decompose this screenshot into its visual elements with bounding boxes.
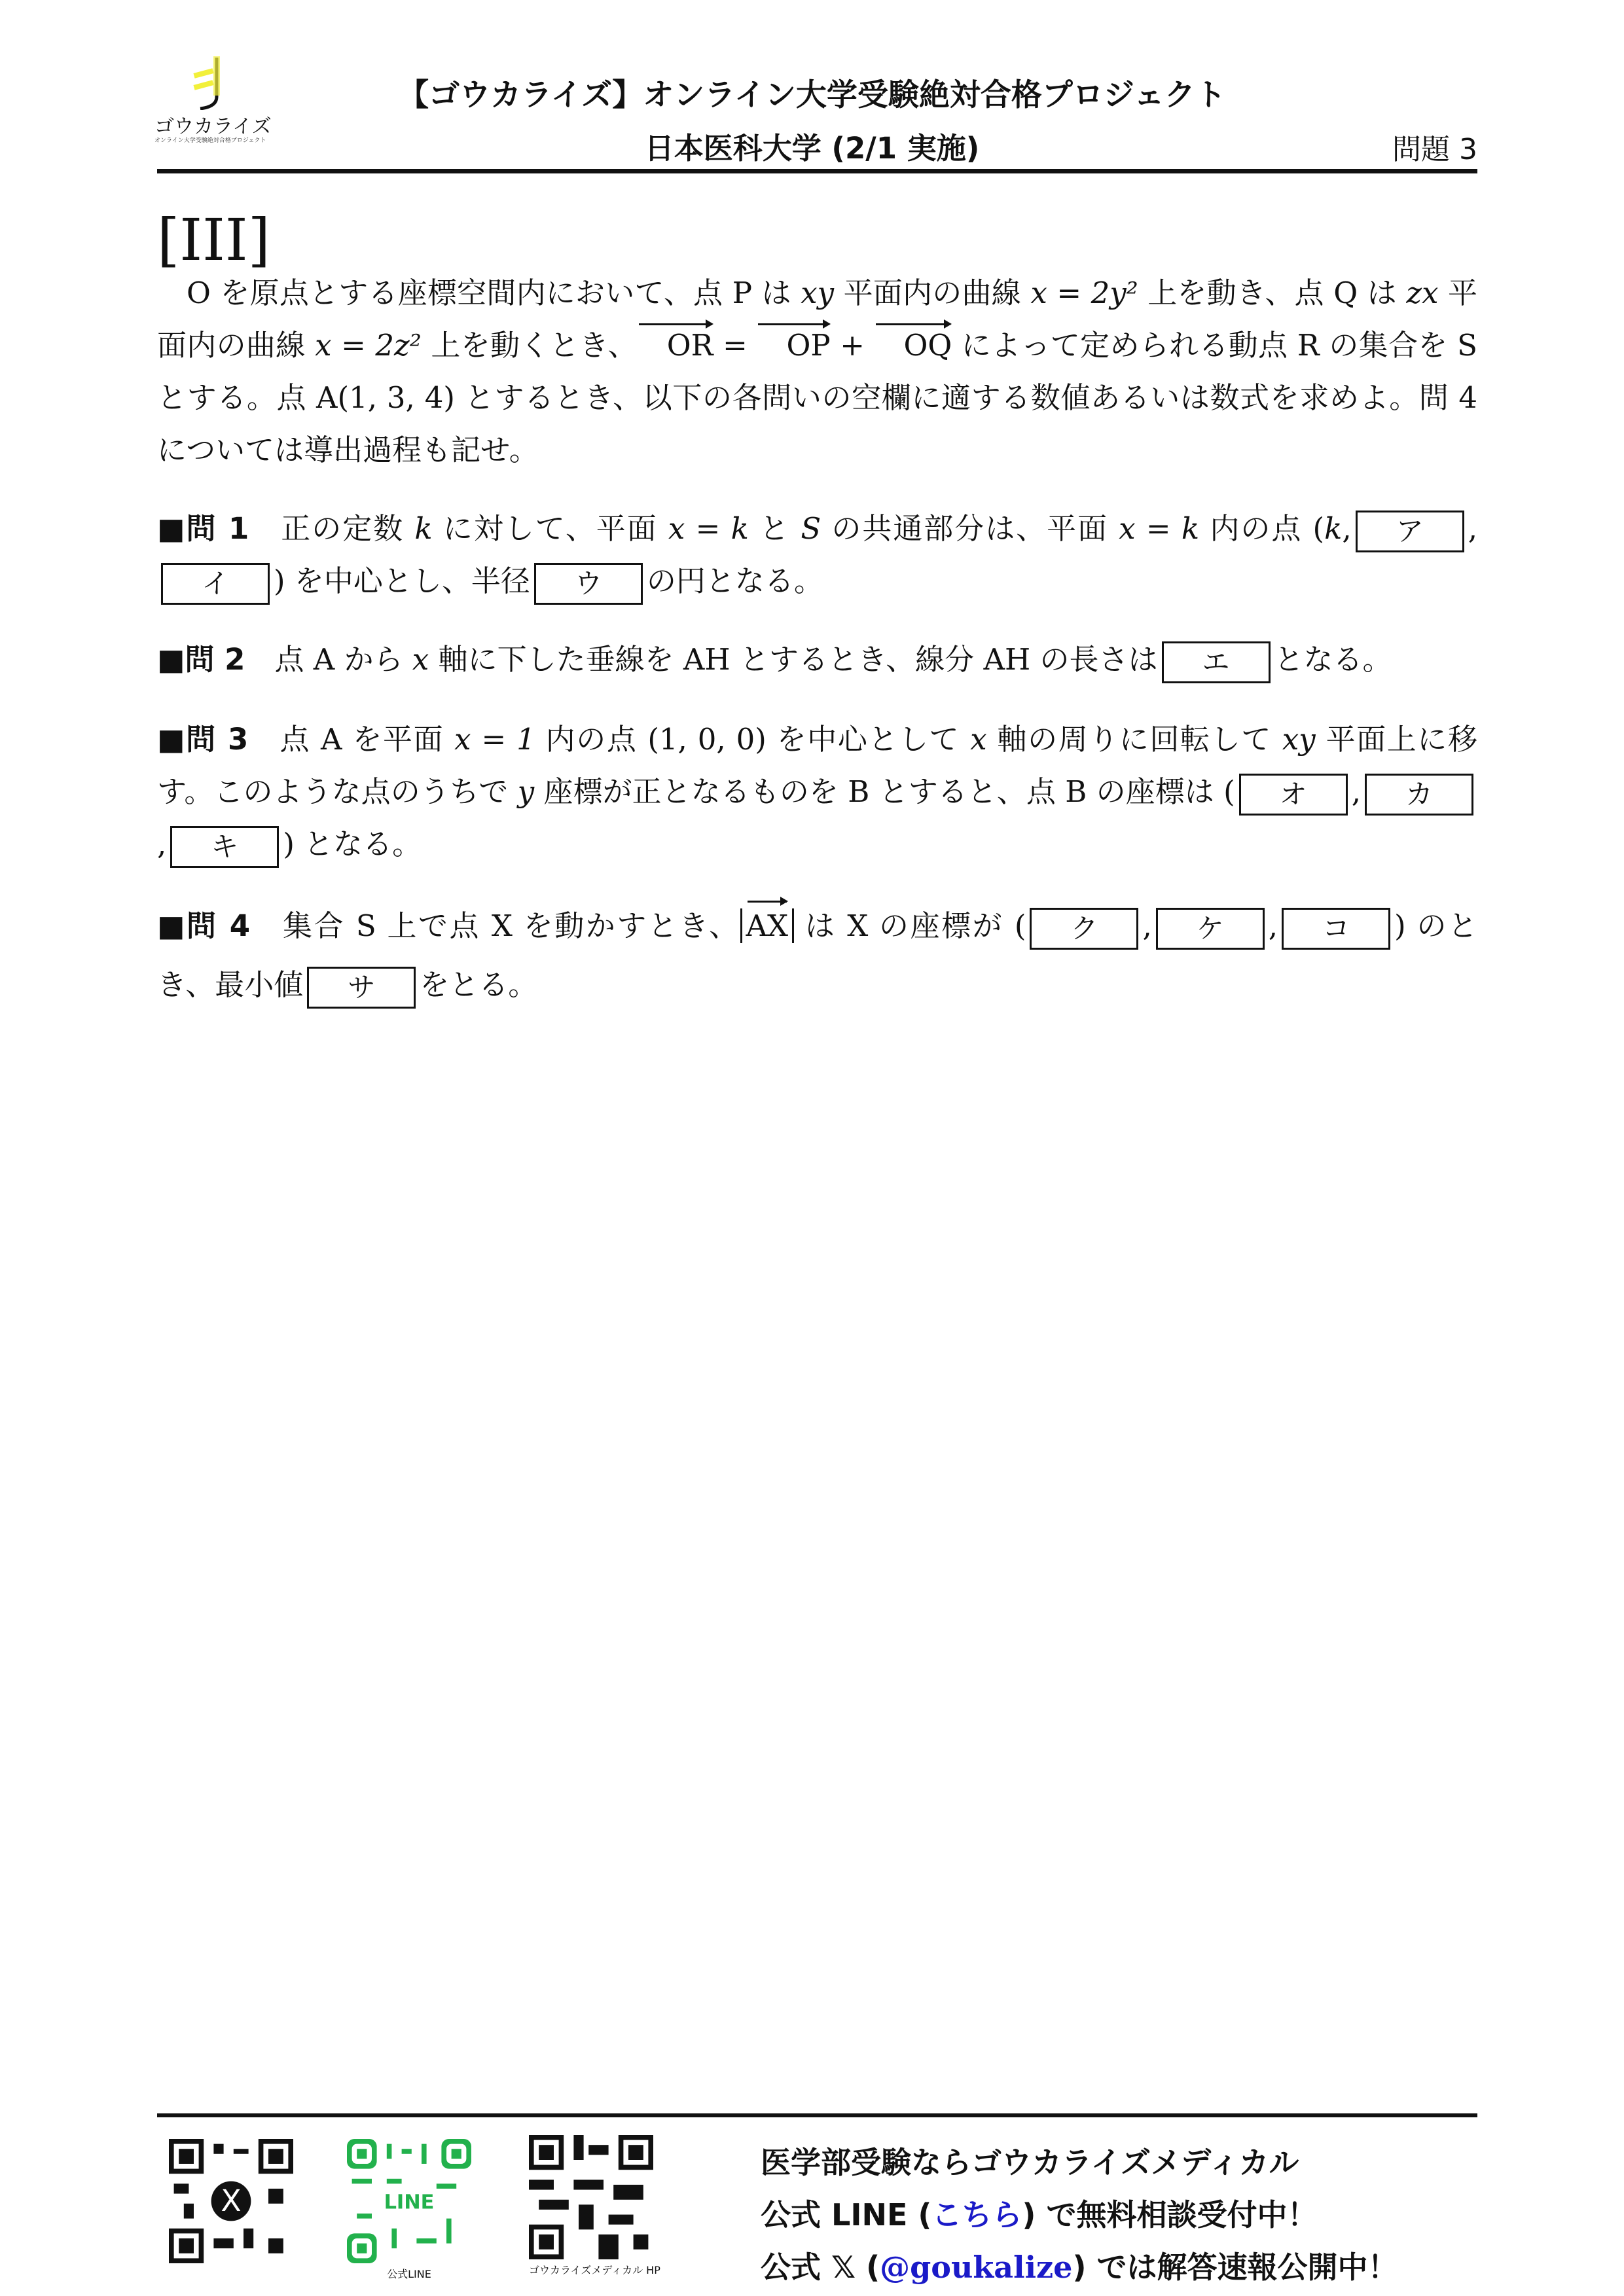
math: x = 2z² <box>315 328 422 363</box>
text: 軸に下した垂線を AH とするとき、線分 AH の長さは <box>429 642 1158 677</box>
svg-text:X: X <box>221 2183 242 2219</box>
header-title: 【ゴウカライズ】オンライン大学受験絶対合格プロジェクト <box>398 77 1226 113</box>
text: に対して、平面 <box>432 511 668 546</box>
text: , <box>1268 908 1278 943</box>
logo-name: ゴウカライズ <box>154 115 272 138</box>
qr-hp[interactable] <box>529 2135 660 2277</box>
footer-line-3 <box>761 2244 1398 2287</box>
answer-box-ku: ク <box>1030 908 1138 950</box>
math: xy <box>801 276 835 310</box>
section-heading: [III] <box>157 206 270 274</box>
text: 座標が正となるものを B とすると、点 B の座標は ( <box>534 774 1235 809</box>
math: x = 2y² <box>1030 276 1138 310</box>
answer-box-ke: ケ <box>1156 908 1265 950</box>
math: zx <box>1406 276 1439 310</box>
answer-box-a: ア <box>1356 511 1464 552</box>
text: ) のとき、最小値 <box>157 908 1477 1002</box>
question-label: ■問 1 <box>157 511 249 546</box>
question-3 <box>157 713 1477 870</box>
text: O を原点とする座標空間内において、点 P は <box>187 276 801 310</box>
text: 平面上に移す。このような点のうちで <box>157 722 1477 809</box>
qr-code-x-icon <box>169 2139 293 2263</box>
question-label: ■問 2 <box>157 642 245 677</box>
text: ) では解答速報公開中！ <box>1072 2250 1398 2285</box>
math: x <box>412 642 429 677</box>
text: 公式 LINE ( <box>761 2197 932 2233</box>
math: y <box>517 774 535 809</box>
text: , <box>1142 908 1152 943</box>
answer-box-i: イ <box>161 563 270 605</box>
text: ) を中心とし、半径 <box>274 564 530 598</box>
footer-line-1: 医学部受験ならゴウカライズメディカル <box>761 2145 1299 2180</box>
vector-OR: OR <box>638 319 713 372</box>
text: ) で無料相談受付中！ <box>1022 2197 1318 2233</box>
problem-number: 問題 3 <box>1392 133 1477 166</box>
question-label: ■問 3 <box>157 722 249 757</box>
math: x = k <box>1119 511 1200 546</box>
qr-caption-line: 公式LINE <box>387 2268 431 2280</box>
answer-box-ki: キ <box>170 826 279 868</box>
question-2 <box>157 634 1477 686</box>
math: k <box>1324 511 1343 546</box>
qr-caption-hp: ゴウカライズメディカル HP <box>529 2264 660 2276</box>
text: をとる。 <box>420 967 538 1002</box>
text: 上を動くとき、 <box>421 328 638 363</box>
text: となる。 <box>1274 642 1392 677</box>
math: k <box>414 511 433 546</box>
svg-text:LINE: LINE <box>384 2191 435 2214</box>
text: 正の定数 <box>249 511 415 546</box>
text: によって定められる動点 R の集合を S とする。点 A(1, 3, 4) とするとき、以下の各問いの空欄に適する数値あるいは数式を求めよ。問 4 については導出過程も記せ。 <box>157 328 1477 467</box>
math: = <box>713 328 757 363</box>
x-account-link[interactable]: @goukalize <box>880 2250 1073 2285</box>
qr-code-line-icon <box>347 2139 471 2263</box>
vector-OP: OP <box>757 319 830 372</box>
logo-tagline: オンライン大学受験絶対合格プロジェクト <box>154 137 266 144</box>
answer-box-u: ウ <box>534 563 643 605</box>
math: xy <box>1282 722 1316 757</box>
qr-line[interactable] <box>347 2139 471 2281</box>
vector-OQ: OQ <box>875 319 952 372</box>
question-4 <box>157 897 1477 1014</box>
text: の共通部分は、平面 <box>821 511 1119 546</box>
text: 点 A から <box>245 642 412 677</box>
math: S <box>801 511 821 546</box>
answer-box-ka: カ <box>1365 774 1473 816</box>
question-1 <box>157 503 1477 607</box>
answer-box-ko: コ <box>1282 908 1390 950</box>
text: 軸の周りに回転して <box>986 722 1282 757</box>
math: x = k <box>668 511 749 546</box>
text: , <box>157 827 167 861</box>
math: x <box>970 722 987 757</box>
text: , <box>1342 511 1352 546</box>
text: , <box>1351 774 1361 809</box>
footer-rule <box>157 2113 1477 2117</box>
text: 集合 S 上で点 X を動かすとき、 <box>250 908 740 943</box>
answer-box-sa: サ <box>307 967 416 1009</box>
text: ) となる。 <box>283 827 422 861</box>
footer-line-2 <box>761 2191 1317 2234</box>
text: 内の点 ( <box>1199 511 1325 546</box>
text: 平面内の曲線 <box>157 276 1478 363</box>
header-subtitle: 日本医科大学 (2/1 実施) <box>644 131 980 166</box>
math: + <box>830 328 875 363</box>
answer-box-o: オ <box>1239 774 1348 816</box>
text: と <box>748 511 801 546</box>
question-label: ■問 4 <box>157 908 251 943</box>
vector-AX: AX <box>746 897 789 956</box>
text: の円となる。 <box>646 564 823 598</box>
qr-x[interactable] <box>169 2139 293 2266</box>
text: 上を動き、点 Q は <box>1138 276 1407 310</box>
text: は X の座標が ( <box>794 908 1026 943</box>
answer-box-e: エ <box>1162 641 1271 683</box>
text: 公式 𝕏 ( <box>761 2250 880 2285</box>
text: 内の点 (1, 0, 0) を中心として <box>535 722 971 757</box>
line-link[interactable]: こちら <box>931 2197 1022 2233</box>
text: 点 A を平面 <box>248 722 455 757</box>
text: 平面内の曲線 <box>834 276 1031 310</box>
intro-paragraph <box>157 267 1477 476</box>
math: x = 1 <box>454 722 535 757</box>
text: , <box>1468 511 1478 546</box>
header-rule <box>157 169 1477 173</box>
qr-code-hp-icon <box>529 2135 653 2259</box>
abs-value <box>740 908 795 943</box>
